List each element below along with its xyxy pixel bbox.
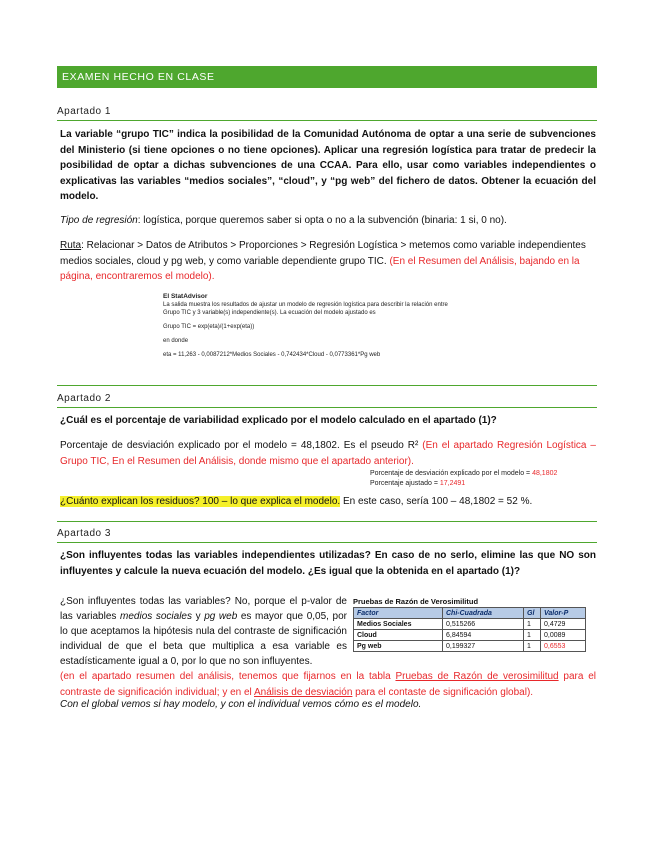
answer-part-1: ¿Son influyentes todas las variables? No, porque el p-valor de las variables	[60, 596, 347, 622]
adjusted-label: Porcentaje ajustado =	[370, 479, 440, 487]
note-link-2: Análisis de desviación	[254, 686, 353, 698]
note-link-1: Pruebas de Razón de verosimilitud	[395, 671, 559, 682]
section-3-heading: Apartado 3	[57, 528, 597, 543]
section-1-question: La variable “grupo TIC” indica la posibilidad de la Comunidad Autónoma de optar a una serie de subvenciones del Ministerio (si tiene opciones o no tiene opciones). Aplicar una regresión logística para tratar de predecir la posibilidad de optar a dichas subvenciones de una CCAA. Para ello, usar como variables independientes o explicativas las variables “medios sociales”, “cloud”, y “pg web” del fichero de datos. Obtener la ecuación del modelo.	[60, 129, 596, 202]
row-chi: 6,84594	[443, 630, 524, 641]
row-p: 0,6553	[541, 641, 586, 652]
deviance-line	[370, 469, 557, 479]
row-gl: 1	[524, 630, 541, 641]
section-2-answer-note: (En el apartado Regresión Logística – Grupo TIC, En el Resumen del Análisis, donde mismo que el apartado anterior).	[60, 440, 596, 467]
ruta-label: Ruta	[60, 240, 82, 251]
statadvisor-screenshot	[163, 293, 463, 359]
section-2-top-rule	[57, 385, 597, 386]
row-p: 0,0089	[541, 630, 586, 641]
row-chi: 0,199327	[443, 641, 524, 652]
deviance-label: Porcentaje de desviación explicado por el modelo =	[370, 470, 533, 477]
table-title: Pruebas de Razón de Verosimilitud	[353, 597, 479, 606]
table-row	[354, 641, 586, 652]
header-p: Valor-P	[541, 608, 586, 619]
header-gl: Gl	[524, 608, 541, 619]
statadvisor-equation: eta = 11,263 - 0,0087212*Medios Sociales - 0,742434*Cloud - 0,0773361*Pg web	[163, 352, 381, 358]
answer-var-1: medios sociales	[120, 611, 192, 622]
statadvisor-heading: El StatAdvisor	[163, 293, 208, 300]
statadvisor-line-4: en donde	[163, 338, 189, 344]
note-part-3: para el contaste de significación global).	[352, 686, 534, 698]
table-header-row	[354, 608, 586, 619]
section-3-top-rule	[57, 521, 597, 522]
section-2-answer-text: Porcentaje de desviación explicado por el modelo = 48,1802. Es el pseudo R²	[60, 440, 423, 451]
tipo-text: : logística, porque queremos saber si opta o no a la subvención (binaria: 1 si, 0 no).	[137, 215, 507, 226]
section-3-question: ¿Son influyentes todas las variables independientes utilizadas? En caso de no serlo, elimine las que NO son influyentes y calcule la nueva ecuación del modelo. ¿Es igual que la obtenida en el apartado (1)?	[60, 550, 596, 577]
adjusted-line	[370, 479, 557, 489]
row-gl: 1	[524, 619, 541, 630]
tipo-label: Tipo de regresión	[60, 215, 138, 226]
section-2-residuals	[60, 494, 596, 510]
ruta-note: (En el Resumen del Análisis, bajando en la página, encontraremos el modelo).	[60, 255, 580, 282]
row-factor: Cloud	[354, 630, 443, 641]
header-chi: Chi-Cuadrada	[443, 608, 524, 619]
adjusted-value: 17,2491	[439, 479, 466, 487]
row-factor: Pg web	[354, 641, 443, 652]
row-chi: 0,515266	[443, 619, 524, 630]
section-2-answer	[60, 438, 596, 469]
section-1-ruta	[60, 238, 596, 285]
note-part-2: para el contraste de significación individual; y en el	[60, 671, 596, 698]
statadvisor-line-3: Grupo TIC = exp(eta)/(1+exp(eta))	[163, 324, 255, 330]
section-2-question: ¿Cuál es el porcentaje de variabilidad explicado por el modelo calculado en el apartado (1)?	[60, 415, 497, 426]
section-3-answer	[60, 594, 347, 669]
section-3-final: Con el global vemos si hay modelo, y con el individual vemos cómo es el modelo.	[60, 699, 422, 710]
section-1-tipo	[60, 213, 596, 229]
header-factor: Factor	[354, 608, 443, 619]
row-p: 0,4729	[541, 619, 586, 630]
statadvisor-line-1: La salida muestra los resultados de ajustar un modelo de regresión logística para describir la relación entre	[163, 302, 448, 308]
section-1-heading: Apartado 1	[57, 106, 597, 121]
answer-part-2: y	[191, 611, 205, 622]
likelihood-ratio-table	[353, 597, 586, 652]
exam-banner: EXAMEN HECHO EN CLASE	[57, 66, 597, 88]
residuals-text: En este caso, sería 100 – 48,1802 = 52 %.	[340, 496, 533, 507]
residuals-highlight: ¿Cuánto explican los residuos? 100 – lo que explica el modelo.	[60, 496, 341, 507]
table-row	[354, 630, 586, 641]
table-row	[354, 619, 586, 630]
answer-var-2: pg web	[204, 611, 238, 622]
section-3-note	[60, 669, 596, 700]
row-gl: 1	[524, 641, 541, 652]
statadvisor-line-2: Grupo TIC y 3 variable(s) independiente(s). La ecuación del modelo ajustado es	[163, 310, 376, 316]
deviance-value: 48,1802	[532, 470, 558, 477]
pseudo-r2-box	[370, 469, 557, 488]
answer-part-3: es mayor que 0,05, por lo que aceptamos la hipótesis nula del contraste de significación individual de que el beta que multiplica a esa variable es estadísticamente igual a 0, por lo que no son influyentes.	[60, 611, 347, 667]
ruta-text: : Relacionar > Datos de Atributos > Proporciones > Regresión Logística > metemos como variable independientes medios sociales, cloud y pg web, y como variable dependiente grupo TIC.	[60, 240, 586, 267]
section-2-heading: Apartado 2	[57, 393, 597, 408]
row-factor: Medios Sociales	[354, 619, 443, 630]
note-part-1: (en el apartado resumen del análisis, tenemos que fijarnos en la tabla	[60, 671, 396, 682]
